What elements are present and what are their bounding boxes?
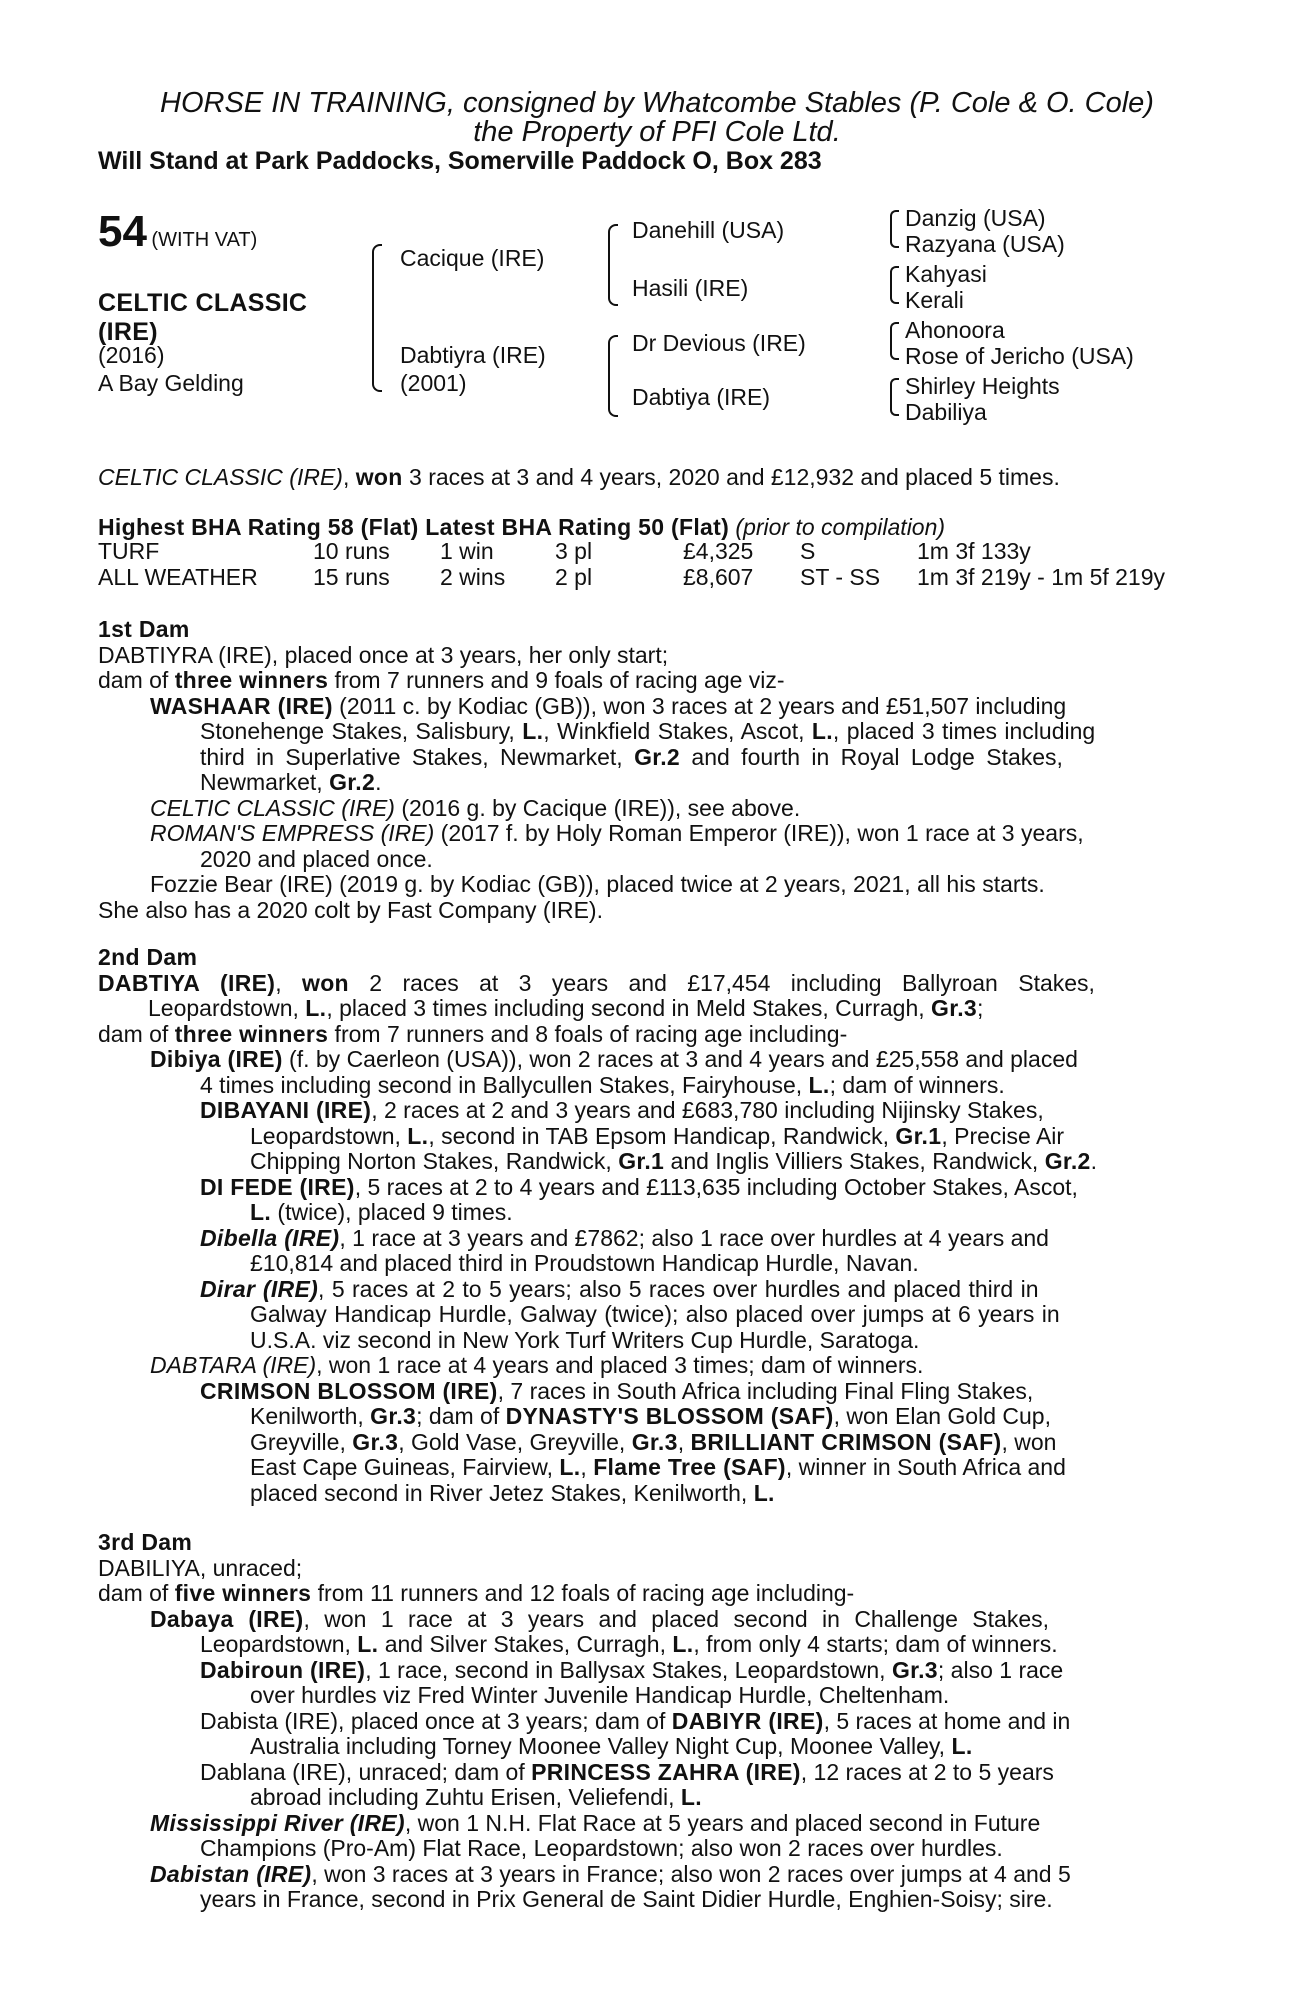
pedigree-brace-sire [608,224,618,306]
dam: Dabtiyra (IRE) [400,342,546,368]
record-surface: TURF [98,538,160,564]
sds: Kahyasi [905,261,987,287]
dam-year: (2001) [400,370,467,396]
vat-label: (WITH VAT) [151,229,258,251]
dsd: Rose of Jericho (USA) [905,343,1134,369]
sire-sire: Danehill (USA) [632,217,785,243]
produce-fozzie-bear: Fozzie Bear (IRE) (2019 g. by Kodiac (GB)), placed twice at 2 years, 2021, all his starts. [150,871,1045,897]
produce-dabiroun: Dabiroun (IRE), 1 race, second in Ballysax Stakes, Leopardstown, Gr.3; also 1 race over hurdles viz Fred Winter Juvenile Handicap Hurdle, Cheltenham. [200,1656,1064,1708]
pedigree-brace-4b [890,266,899,304]
produce-dabtara: DABTARA (IRE), won 1 race at 4 years and placed 3 times; dam of winners. [150,1352,924,1378]
ssd: Razyana (USA) [905,231,1065,257]
section-heading: 3rd Dam [98,1529,193,1555]
sire: Cacique (IRE) [400,245,545,271]
produce-dabistan: Dabistan (IRE), won 3 races at 3 years in France; also won 2 races over jumps at 4 and 5 years in France, second in Prix General de Saint Didier Hurdle, Enghien-Soisy; sire. [150,1860,1071,1912]
record-wins: 2 wins [440,564,506,590]
produce-colt: She also has a 2020 colt by Fast Company (IRE). [98,896,603,923]
pedigree-brace-4d [890,378,899,416]
record-placed: 3 pl [555,538,593,564]
horse-description: A Bay Gelding [98,370,244,396]
produce-mississippi-river: Mississippi River (IRE), won 1 N.H. Flat Race at 5 years and placed second in Future Champions (Pro-Am) Flat Race, Leopardstown; also won 2 races over hurdles. [150,1809,1041,1861]
dam-produce-line: dam of three winners from 7 runners and 9 foals of racing age viz- [98,667,785,693]
sire-dam: Hasili (IRE) [632,275,749,301]
sdd: Kerali [905,287,964,313]
consignor-line: HORSE IN TRAINING, consigned by Whatcombe Stables (P. Cole & O. Cole) [160,87,1154,119]
record-going: S [800,538,816,564]
first-dam-section [98,617,1208,923]
produce-celtic-classic: CELTIC CLASSIC (IRE) (2016 g. by Cacique (IRE)), see above. [150,794,801,821]
race-summary: CELTIC CLASSIC (IRE), won 3 races at 3 and 4 years, 2020 and £12,932 and placed 5 times. [98,464,1060,490]
second-dam-section: 2nd Dam DABTIYA (IRE), won 2 races at 3 years and £17,454 including Ballyroan Stakes, Leopardstown, L., placed 3 times including second in Meld Stakes, Curragh, Gr.3; dam of three winners from 7 runners and 8 foals of racing age including- Dibiya (IRE) (f. by Caerleon (USA)), won 2 races at 3 and 4 years and £25,558 and placed 4 times including second in Ballycullen Stakes, Fairyhouse, L.; dam of winners. DIBAYANI (IRE), 2 races at 2 and 3 years and £683,780 including Nijinsky Stakes, Leopardstown, L., second in TAB Epsom Handicap, Randwick, Gr.1, Precise Air Chipping Norton Stakes, Randwick, Gr.1 and Inglis Villiers Stakes, Randwick, Gr.2. DI FEDE (IRE), 5 races at 2 to 4 years and £113,635 including October Stakes, Ascot, L. (twice), placed 9 times. Dibella (IRE), 1 race at 3 years and £7862; also 1 race over hurdles at 4 years and £10,814 and placed third in Proudstown Handicap Hurdle, Navan. Dirar (IRE), 5 races at 2 to 5 years; also 5 races over hurdles and placed third in Galway Handicap Hurdle, Galway (twice); also placed over jumps at 6 years in U.S.A. viz second in New York Turf Writers Cup Hurdle, Saratoga. DABTARA (IRE), won 1 race at 4 years and placed 3 times; dam of winners. CRIMSON BLOSSOM (IRE), 7 races in South Africa including Final Fling Stakes, Kenilworth, Gr.3; dam of DYNASTY'S BLOSSOM (SAF), won Elan Gold Cup, Greyville, Gr.3, Gold Vase, Greyville, Gr.3, BRILLIANT CRIMSON (SAF), won East Cape Guineas, Fairview, L., Flame Tree (SAF), winner in South Africa and placed second in River Jetez Stakes, Kenilworth, L. [98,945,1208,1506]
record-money: £8,607 [683,564,754,590]
dss: Ahonoora [905,317,1005,343]
produce-dibayani: DIBAYANI (IRE), 2 races at 2 and 3 years and £683,780 including Nijinsky Stakes, Leopardstown, L., second in TAB Epsom Handicap, Randwick, Gr.1, Precise Air Chipping Norton Stakes, Randwick, Gr.1 and Inglis Villiers Stakes, Randwick, Gr.2. [200,1097,1098,1174]
dam-dam: Dabtiya (IRE) [632,384,771,410]
dam-line: DABTIYA (IRE), won 2 races at 3 years and £17,454 including Ballyroan Stakes, [98,969,1095,996]
produce-romans-empress: ROMAN'S EMPRESS (IRE) (2017 f. by Holy Roman Emperor (IRE)), won 1 race at 3 years, 2020 and placed once. [150,820,1084,872]
record-distance: 1m 3f 133y [917,538,1031,564]
produce-di-fede: DI FEDE (IRE), 5 races at 2 to 4 years and £113,635 including October Stakes, Ascot, L. (twice), placed 9 times. [200,1173,1078,1225]
section-heading: 2nd Dam [98,944,198,970]
record-distance: 1m 3f 219y - 1m 5f 219y [917,564,1166,590]
bha-rating [98,515,945,540]
summary-rest: 3 races at 3 and 4 years, 2020 and £12,932 and placed 5 times. [402,464,1060,490]
rating-note: (prior to compilation) [735,514,946,540]
third-dam-section: 3rd Dam DABILIYA, unraced; dam of five winners from 11 runners and 12 foals of racing age including- Dabaya (IRE), won 1 race at 3 years and placed second in Challenge Stakes, Leopardstown, L. and Silver Stakes, Curragh, L., from only 4 starts; dam of winners. Dabiroun (IRE), 1 race, second in Ballysax Stakes, Leopardstown, Gr.3; also 1 race over hurdles viz Fred Winter Juvenile Handicap Hurdle, Cheltenham. Dabista (IRE), placed once at 3 years; dam of DABIYR (IRE), 5 races at home and in Australia including Torney Moonee Valley Night Cup, Moonee Valley, L. Dablana (IRE), unraced; dam of PRINCESS ZAHRA (IRE), 12 races at 2 to 5 years abroad including Zuhtu Erisen, Veliefendi, L. Mississippi River (IRE), won 1 N.H. Flat Race at 5 years and placed second in Future Champions (Pro-Am) Flat Race, Leopardstown; also won 2 races over hurdles. Dabistan (IRE), won 3 races at 3 years in France; also won 2 races over jumps at 4 and 5 years in France, second in Prix General de Saint Didier Hurdle, Enghien-Soisy; sire. [98,1530,1208,1913]
summary-horse-name: CELTIC CLASSIC (IRE) [98,464,343,490]
produce-dibella: Dibella (IRE), 1 race at 3 years and £7862; also 1 race over hurdles at 4 years and £10,814 and placed third in Proudstown Handicap Hurdle, Navan. [200,1224,1049,1276]
ddd: Dabiliya [905,399,987,425]
record-runs: 15 runs [313,564,390,590]
pedigree-brace-4c [890,322,899,360]
record-surface: ALL WEATHER [98,564,258,590]
produce-crimson-blossom: CRIMSON BLOSSOM (IRE), 7 races in South Africa including Final Fling Stakes, Kenilworth, Gr.3; dam of DYNASTY'S BLOSSOM (SAF), won Elan Gold Cup, Greyville, Gr.3, Gold Vase, Greyville, Gr.3, BRILLIANT CRIMSON (SAF), won East Cape Guineas, Fairview, L., Flame Tree (SAF), winner in South Africa and placed second in River Jetez Stakes, Kenilworth, L. [200,1377,1066,1506]
lot-number: 54 [98,207,147,256]
record-money: £4,325 [683,538,754,564]
foaling-year: (2016) [98,342,165,368]
pedigree-brace-4a [890,210,899,248]
section-heading: 1st Dam [98,616,190,642]
produce-dibiya: Dibiya (IRE) (f. by Caerleon (USA)), won 2 races at 3 and 4 years and £25,558 and placed 4 times including second in Ballycullen Stakes, Fairyhouse, L.; dam of winners. [150,1046,1078,1098]
produce-dirar: Dirar (IRE), 5 races at 2 to 5 years; also 5 races over hurdles and placed third in Galway Handicap Hurdle, Galway (twice); also placed over jumps at 6 years in U.S.A. viz second in New York Turf Writers Cup Hurdle, Saratoga. [200,1275,1060,1353]
record-placed: 2 pl [555,564,593,590]
location-line: Will Stand at Park Paddocks, Somerville Paddock O, Box 283 [98,147,822,175]
horse-name-1: CELTIC CLASSIC [98,289,308,317]
record-runs: 10 runs [313,538,390,564]
horse-name-2: (IRE) [98,318,158,346]
dam-line: DABTIYRA (IRE), placed once at 3 years, her only start; [98,641,669,668]
rating-text: Highest BHA Rating 58 (Flat) Latest BHA Rating 50 (Flat) [98,514,730,540]
lot-number-block [98,207,258,256]
summary-won: won [355,464,403,490]
produce-dabista: Dabista (IRE), placed once at 3 years; dam of DABIYR (IRE), 5 races at home and in Australia including Torney Moonee Valley Night Cup, Moonee Valley, L. [200,1707,1071,1759]
dam-sire: Dr Devious (IRE) [632,330,806,356]
pedigree-brace-main [372,244,382,392]
pedigree-brace-dam [608,335,618,417]
record-wins: 1 win [440,538,494,564]
sss: Danzig (USA) [905,205,1046,231]
record-going: ST - SS [800,564,881,590]
dam-line: DABILIYA, unraced; [98,1554,303,1581]
property-line: the Property of PFI Cole Ltd. [473,116,841,148]
produce-dablana: Dablana (IRE), unraced; dam of PRINCESS ZAHRA (IRE), 12 races at 2 to 5 years abroad including Zuhtu Erisen, Veliefendi, L. [200,1758,1054,1810]
produce-dabaya: Dabaya (IRE), won 1 race at 3 years and placed second in Challenge Stakes, Leopardstown, L. and Silver Stakes, Curragh, L., from only 4 starts; dam of winners. [150,1605,1058,1657]
dds: Shirley Heights [905,373,1060,399]
produce-washaar: WASHAAR (IRE) (2011 c. by Kodiac (GB)), won 3 races at 2 years and £51,507 including Stonehenge Stakes, Salisbury, L., Winkfield Stakes, Ascot, L., placed 3 times including third in Superlative Stakes, Newmarket, Gr.2 and fourth in Royal Lodge Stakes, Newmarket, Gr.2. [150,692,1096,795]
